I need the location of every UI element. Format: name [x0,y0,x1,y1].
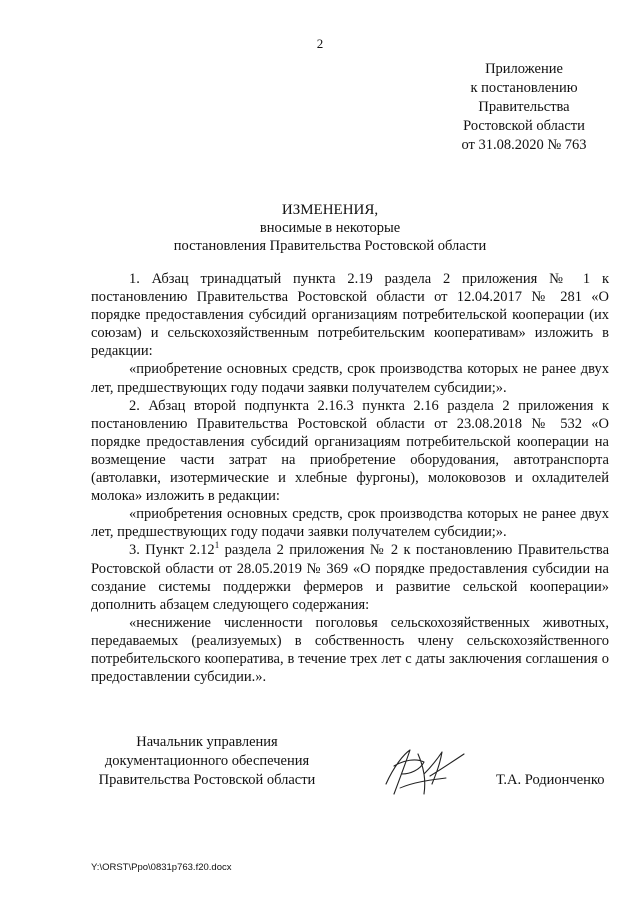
signatory-title-line: Начальник управления [136,734,278,750]
superscript: 1 [214,539,220,550]
signatory-title-line: документационного обеспечения [104,753,310,769]
document-heading [110,201,550,255]
paragraph-quote-2: «приобретения основных средств, срок производства которых не ранее двух лет, предшествующих году подачи заявки получателем субсидии;». [91,506,609,541]
paragraph-item-3 [91,541,609,613]
file-path-footer: Y:\ORST\Ppo\0831p763.f20.docx [91,862,232,873]
appendix-block [444,60,604,155]
heading-line: постановления Правительства Ростовской области [173,238,487,254]
heading-title: ИЗМЕНЕНИЯ, [281,202,379,218]
appendix-line: Правительства [478,99,570,115]
signatory-name: Т.А. Родионченко [496,772,605,788]
heading-line: вносимые в некоторые [259,220,401,236]
appendix-line: Приложение [485,61,563,77]
paragraph-item-3-rest: раздела 2 приложения № 2 к постановлению Правительства Ростовской области от 28.05.2019 № 369 «О порядке предоставления субсидии на создание системы поддержки фермеров и развитие сельской кооперации» дополнить абзацем следующего содержания: [91,542,610,613]
appendix-line: к постановлению [470,80,578,96]
signatory-title-line: Правительства Ростовской области [98,772,316,788]
paragraph-quote-1: «приобретение основных средств, срок производства которых не ранее двух лет, предшествующих году подачи заявки получателем субсидии;». [91,361,609,396]
paragraph-item-2: 2. Абзац второй подпункта 2.16.3 пункта 2.16 раздела 2 приложения к постановлению Правительства Ростовской области от 23.08.2018 № 532 «О порядке предоставления субсидий организациям потребительской кооперации на возмещение части затрат на приобретение оборудования, автотранспорта (автолавки, изотермические и хлебные фургоны), молоковозов и охладителей молока» изложить в редакции: [91,397,609,505]
paragraph-item-3-start: 3. Пункт 2.12 [129,542,215,559]
appendix-line: Ростовской области [463,118,585,134]
signatory-title [92,733,322,790]
document-body [91,270,609,686]
handwritten-signature [380,744,468,800]
paragraph-item-1: 1. Абзац тринадцатый пункта 2.19 раздела 2 приложения № 1 к постановлению Правительства Ростовской области от 12.04.2017 № 281 «О порядке предоставления субсидий организациям потребительской кооперации (их союзам) и сельскохозяйственным потребительским кооперативам» изложить в редакции: [91,271,609,360]
appendix-line: от 31.08.2020 № 763 [461,137,587,153]
paragraph-quote-3: «неснижение численности поголовья сельскохозяйственных животных, передаваемых (реализуемых) в собственность члену сельскохозяйственного потребительского кооператива, в течение трех лет с даты заключения соглашения о предоставлении субсидии.». [91,614,609,686]
page-number: 2 [316,36,324,51]
